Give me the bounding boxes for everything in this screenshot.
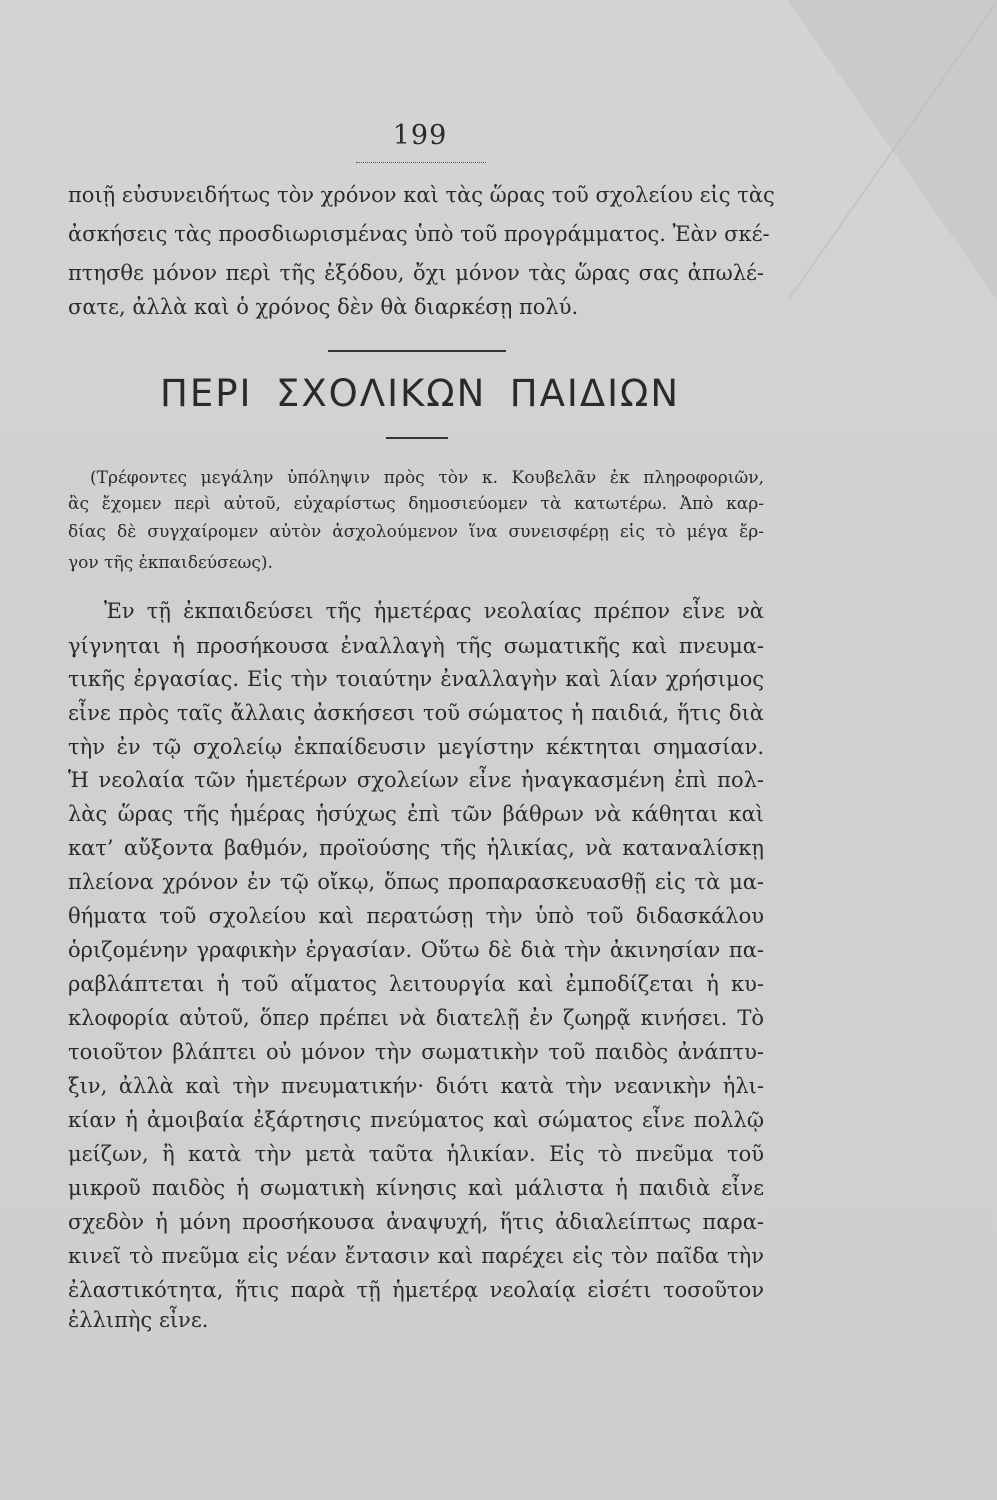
body-line: θήματα τοῦ σχολείου καὶ περατώσῃ τὴν ὑπὸ τοῦ διδασκάλου (68, 904, 764, 928)
body-line: πλείονα χρόνον ἐν τῷ οἴκῳ, ὅπως προπαρασκευασθῇ εἰς τὰ μα- (68, 870, 764, 894)
body-line: ὁριζομένην γραφικὴν ἐργασίαν. Οὕτω δὲ διὰ τὴν ἀκινησίαν πα- (68, 938, 764, 962)
body-line: μείζων, ἢ κατὰ τὴν μετὰ ταῦτα ἡλικίαν. Εἰς τὸ πνεῦμα τοῦ (68, 1142, 764, 1166)
intro-line: ποιῇ εὐσυνειδήτως τὸν χρόνον καὶ τὰς ὥρας τοῦ σχολείου εἰς τὰς (68, 183, 775, 207)
section-title: ΠΕΡΙ ΣΧΟΛΙΚΩΝ ΠΑΙΔΙΩΝ (160, 372, 680, 415)
body-line: ξιν, ἀλλὰ καὶ τὴν πνευματικήν· διότι κατὰ τὴν νεανικὴν ἡλι- (68, 1074, 764, 1098)
editor-note-line: γον τῆς ἐκπαιδεύσεως). (68, 553, 273, 573)
body-line: κινεῖ τὸ πνεῦμα εἰς νέαν ἔντασιν καὶ παρέχει εἰς τὸν παῖδα τὴν (68, 1244, 764, 1268)
body-line: μικροῦ παιδὸς ἡ σωματικὴ κίνησις καὶ μάλιστα ἡ παιδιὰ εἶνε (68, 1176, 764, 1200)
body-line: γίγνηται ἡ προσήκουσα ἐναλλαγὴ τῆς σωματικῆς καὶ πνευμα- (68, 634, 764, 658)
body-line: εἶνε πρὸς ταῖς ἄλλαις ἀσκήσεσι τοῦ σώματος ἡ παιδιά, ἥτις διὰ (68, 701, 764, 725)
body-line: τοιοῦτον βλάπτει οὐ μόνον τὴν σωματικὴν τοῦ παιδὸς ἀνάπτυ- (68, 1040, 764, 1064)
body-line: κατ’ αὔξοντα βαθμόν, προϊούσης τῆς ἡλικίας, νὰ καταναλίσκῃ (68, 836, 764, 860)
intro-line: ἀσκήσεις τὰς προσδιωρισμένας ὑπὸ τοῦ προγράμματος. Ἐὰν σκέ- (68, 222, 770, 246)
body-line: ἐλλιπὴς εἶνε. (68, 1308, 209, 1332)
body-line: τὴν ἐν τῷ σχολείῳ ἐκπαίδευσιν μεγίστην κέκτηται σημασίαν. (68, 735, 764, 759)
body-line: ραβλάπτεται ἡ τοῦ αἵματος λειτουργία καὶ ἐμποδίζεται ἡ κυ- (68, 972, 764, 996)
body-line: Ἐν τῇ ἐκπαιδεύσει τῆς ἡμετέρας νεολαίας πρέπον εἶνε νὰ (104, 599, 764, 623)
intro-line: σατε, ἀλλὰ καὶ ὁ χρόνος δὲν θὰ διαρκέσῃ πολύ. (68, 295, 579, 319)
editor-note-line: δίας δὲ συγχαίρομεν αὐτὸν ἀσχολούμενον ἵνα συνεισφέρῃ εἰς τὸ μέγα ἔρ- (68, 522, 764, 542)
body-line: σχεδὸν ἡ μόνη προσήκουσα ἀναψυχή, ἥτις ἀδιαλείπτως παρα- (68, 1210, 764, 1234)
editor-note-line: ἃς ἔχομεν περὶ αὐτοῦ, εὐχαρίστως δημοσιεύομεν τὰ κατωτέρω. Ἀπὸ καρ- (68, 494, 764, 514)
intro-line: πτησθε μόνον περὶ τῆς ἐξόδου, ὄχι μόνον τὰς ὥρας σας ἀπωλέ- (68, 261, 764, 285)
body-line: κίαν ἡ ἀμοιβαία ἐξάρτησις πνεύματος καὶ σώματος εἶνε πολλῷ (68, 1108, 764, 1132)
page-number: 199 (392, 120, 448, 151)
section-rule-bottom (386, 437, 448, 439)
body-line: ἐλαστικότητα, ἥτις παρὰ τῇ ἡμετέρᾳ νεολαίᾳ εἰσέτι τοσοῦτον (68, 1278, 764, 1302)
body-line: κλοφορία αὐτοῦ, ὅπερ πρέπει νὰ διατελῇ ἐν ζωηρᾷ κινήσει. Τὸ (68, 1006, 764, 1030)
body-line: τικῆς ἐργασίας. Εἰς τὴν τοιαύτην ἐναλλαγὴν καὶ λίαν χρήσιμος (68, 667, 764, 691)
page-number-underline (356, 162, 486, 163)
body-line: λὰς ὥρας τῆς ἡμέρας ἡσύχως ἐπὶ τῶν βάθρων νὰ κάθηται καὶ (68, 802, 764, 826)
body-line: Ἡ νεολαία τῶν ἡμετέρων σχολείων εἶνε ἠναγκασμένη ἐπὶ πολ- (68, 768, 764, 792)
editor-note-line: (Τρέφοντες μεγάλην ὑπόληψιν πρὸς τὸν κ. Κουβελᾶν ἐκ πληροφοριῶν, (90, 468, 764, 488)
section-rule-top (328, 350, 506, 352)
